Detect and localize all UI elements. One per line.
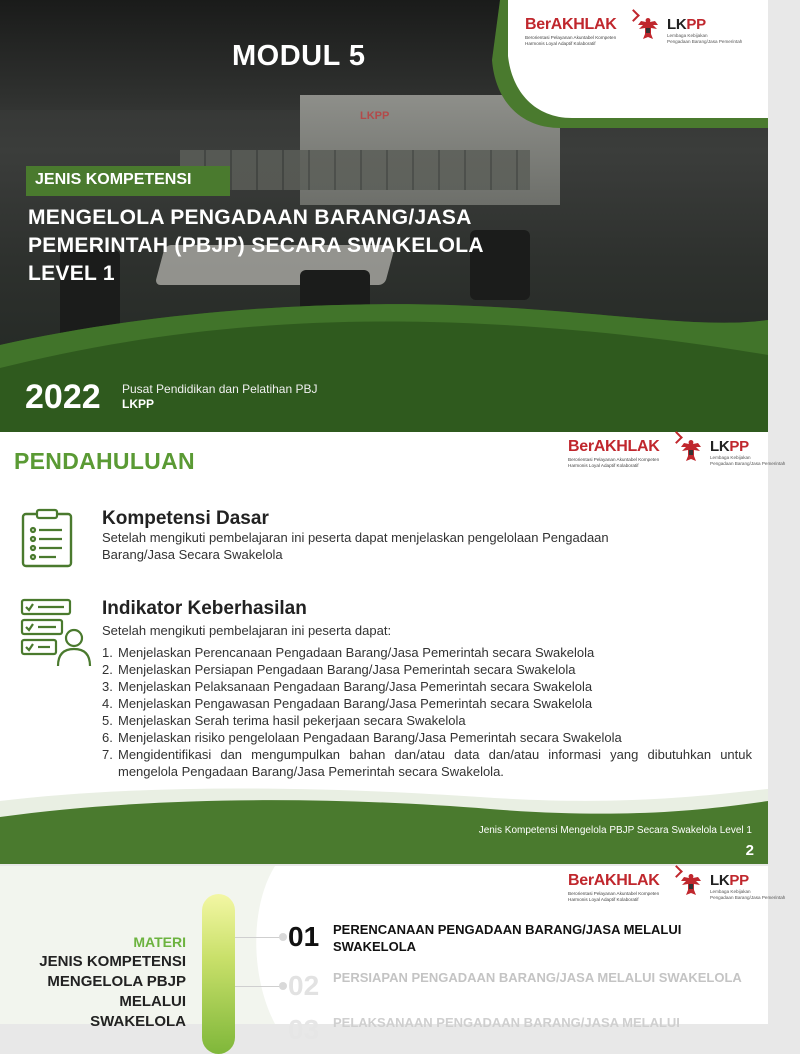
organization-name: Pusat Pendidikan dan Pelatihan PBJ bbox=[122, 382, 318, 396]
materi-slide bbox=[0, 866, 786, 1045]
materi-title: JENIS KOMPETENSI MENGELOLA PBJP MELALUI SWAKELOLA bbox=[39, 953, 186, 1030]
brand-logos: BerAKHLAK Berorientasi Pelayanan Akuntabel Kompeten Harmonis Loyal Adaptif Kolaboratif LKPP Lembaga Kebijakan Pengadaan Barang/Jasa Pemerintah bbox=[525, 16, 757, 47]
materi-item-text[interactable]: PELAKSANAAN PENGADAAN BARANG/JASA MELALUI bbox=[333, 1015, 680, 1030]
lkpp-logo: LKPP bbox=[710, 438, 749, 455]
materi-number: 02 bbox=[288, 970, 320, 1001]
materi-number: 03 bbox=[288, 1014, 320, 1045]
materi-item-text[interactable]: PERSIAPAN PENGADAAN BARANG/JASA MELALUI SWAKELOLA bbox=[333, 970, 742, 985]
list-item: 5. Menjelaskan Serah terima hasil pekerjaan secara Swakelola bbox=[102, 713, 466, 728]
organization-short: LKPP bbox=[122, 397, 155, 411]
module-title: MODUL 5 bbox=[232, 40, 366, 72]
brand-logos: BerAKHLAK Berorientasi Pelayanan Akuntabel Kompeten Harmonis Loyal Adaptif Kolaboratif LKPP Lembaga Kebijakan Pengadaan Barang/Jasa Pemerintah bbox=[568, 872, 800, 903]
footer-caption: Jenis Kompetensi Mengelola PBJP Secara Swakelola Level 1 bbox=[478, 825, 752, 836]
progress-pill bbox=[202, 894, 235, 1054]
success-indicator-intro: Setelah mengikuti pembelajaran ini peserta dapat: bbox=[102, 623, 392, 638]
year-label: 2022 bbox=[25, 378, 101, 416]
materi-item-text[interactable]: PERENCANAAN PENGADAAN BARANG/JASA MELALUI SWAKELOLA bbox=[333, 922, 682, 954]
indicator-list bbox=[102, 644, 752, 780]
basic-competency-text: Setelah mengikuti pembelajaran ini peserta dapat menjelaskan pengelolaan Pengadaan Barang/Jasa Secara Swakelola bbox=[102, 530, 609, 562]
berakhlak-logo: BerAKHLAK bbox=[525, 16, 629, 34]
intro-slide bbox=[0, 432, 786, 864]
cover-slide bbox=[0, 0, 768, 432]
slide-heading: PENDAHULUAN bbox=[14, 448, 195, 474]
list-item: 7. Mengidentifikasi dan mengumpulkan bahan dan/atau data dan/atau informasi yang dibutuhkan untuk mengelola Pengadaan Barang/Jasa Pemerintah secara Swakelola. bbox=[102, 747, 752, 779]
berakhlak-logo: BerAKHLAK bbox=[568, 872, 672, 890]
success-indicator-title: Indikator Keberhasilan bbox=[102, 598, 307, 619]
lkpp-logo: LKPP bbox=[710, 872, 749, 889]
brand-logos: BerAKHLAK Berorientasi Pelayanan Akuntabel Kompeten Harmonis Loyal Adaptif Kolaboratif LKPP Lembaga Kebijakan Pengadaan Barang/Jasa Pemerintah bbox=[568, 438, 800, 469]
cover-title: MENGELOLA PENGADAAN BARANG/JASA PEMERINTAH (PBJP) SECARA SWAKELOLA LEVEL 1 bbox=[28, 206, 484, 285]
garuda-icon bbox=[637, 16, 659, 42]
list-item: 2. Menjelaskan Persiapan Pengadaan Barang/Jasa Pemerintah secara Swakelola bbox=[102, 662, 576, 677]
competency-badge: JENIS KOMPETENSI bbox=[26, 166, 230, 196]
clipboard-checklist-icon bbox=[20, 508, 74, 568]
lkpp-logo: LKPP bbox=[667, 16, 706, 33]
page-number: 2 bbox=[745, 842, 754, 859]
garuda-icon bbox=[680, 872, 702, 898]
connector-dot bbox=[279, 982, 287, 990]
list-item: 3. Menjelaskan Pelaksanaan Pengadaan Barang/Jasa Pemerintah secara Swakelola bbox=[102, 679, 593, 694]
room-sign: LKPP bbox=[360, 110, 390, 122]
checklist-person-icon bbox=[20, 598, 90, 668]
list-item: 6. Menjelaskan risiko pengelolaan Pengadaan Barang/Jasa Pemerintah secara Swakelola bbox=[102, 730, 622, 745]
materi-number: 01 bbox=[288, 921, 320, 952]
garuda-icon bbox=[680, 438, 702, 464]
connector-line bbox=[235, 986, 283, 987]
basic-competency-title: Kompetensi Dasar bbox=[102, 508, 269, 529]
materi-label: MATERI bbox=[133, 934, 186, 950]
connector-line bbox=[235, 937, 283, 938]
berakhlak-logo: BerAKHLAK bbox=[568, 438, 672, 456]
list-item: 4. Menjelaskan Pengawasan Pengadaan Barang/Jasa Pemerintah secara Swakelola bbox=[102, 696, 593, 711]
list-item: 1. Menjelaskan Perencanaan Pengadaan Barang/Jasa Pemerintah secara Swakelola bbox=[102, 645, 595, 660]
connector-dot bbox=[279, 933, 287, 941]
